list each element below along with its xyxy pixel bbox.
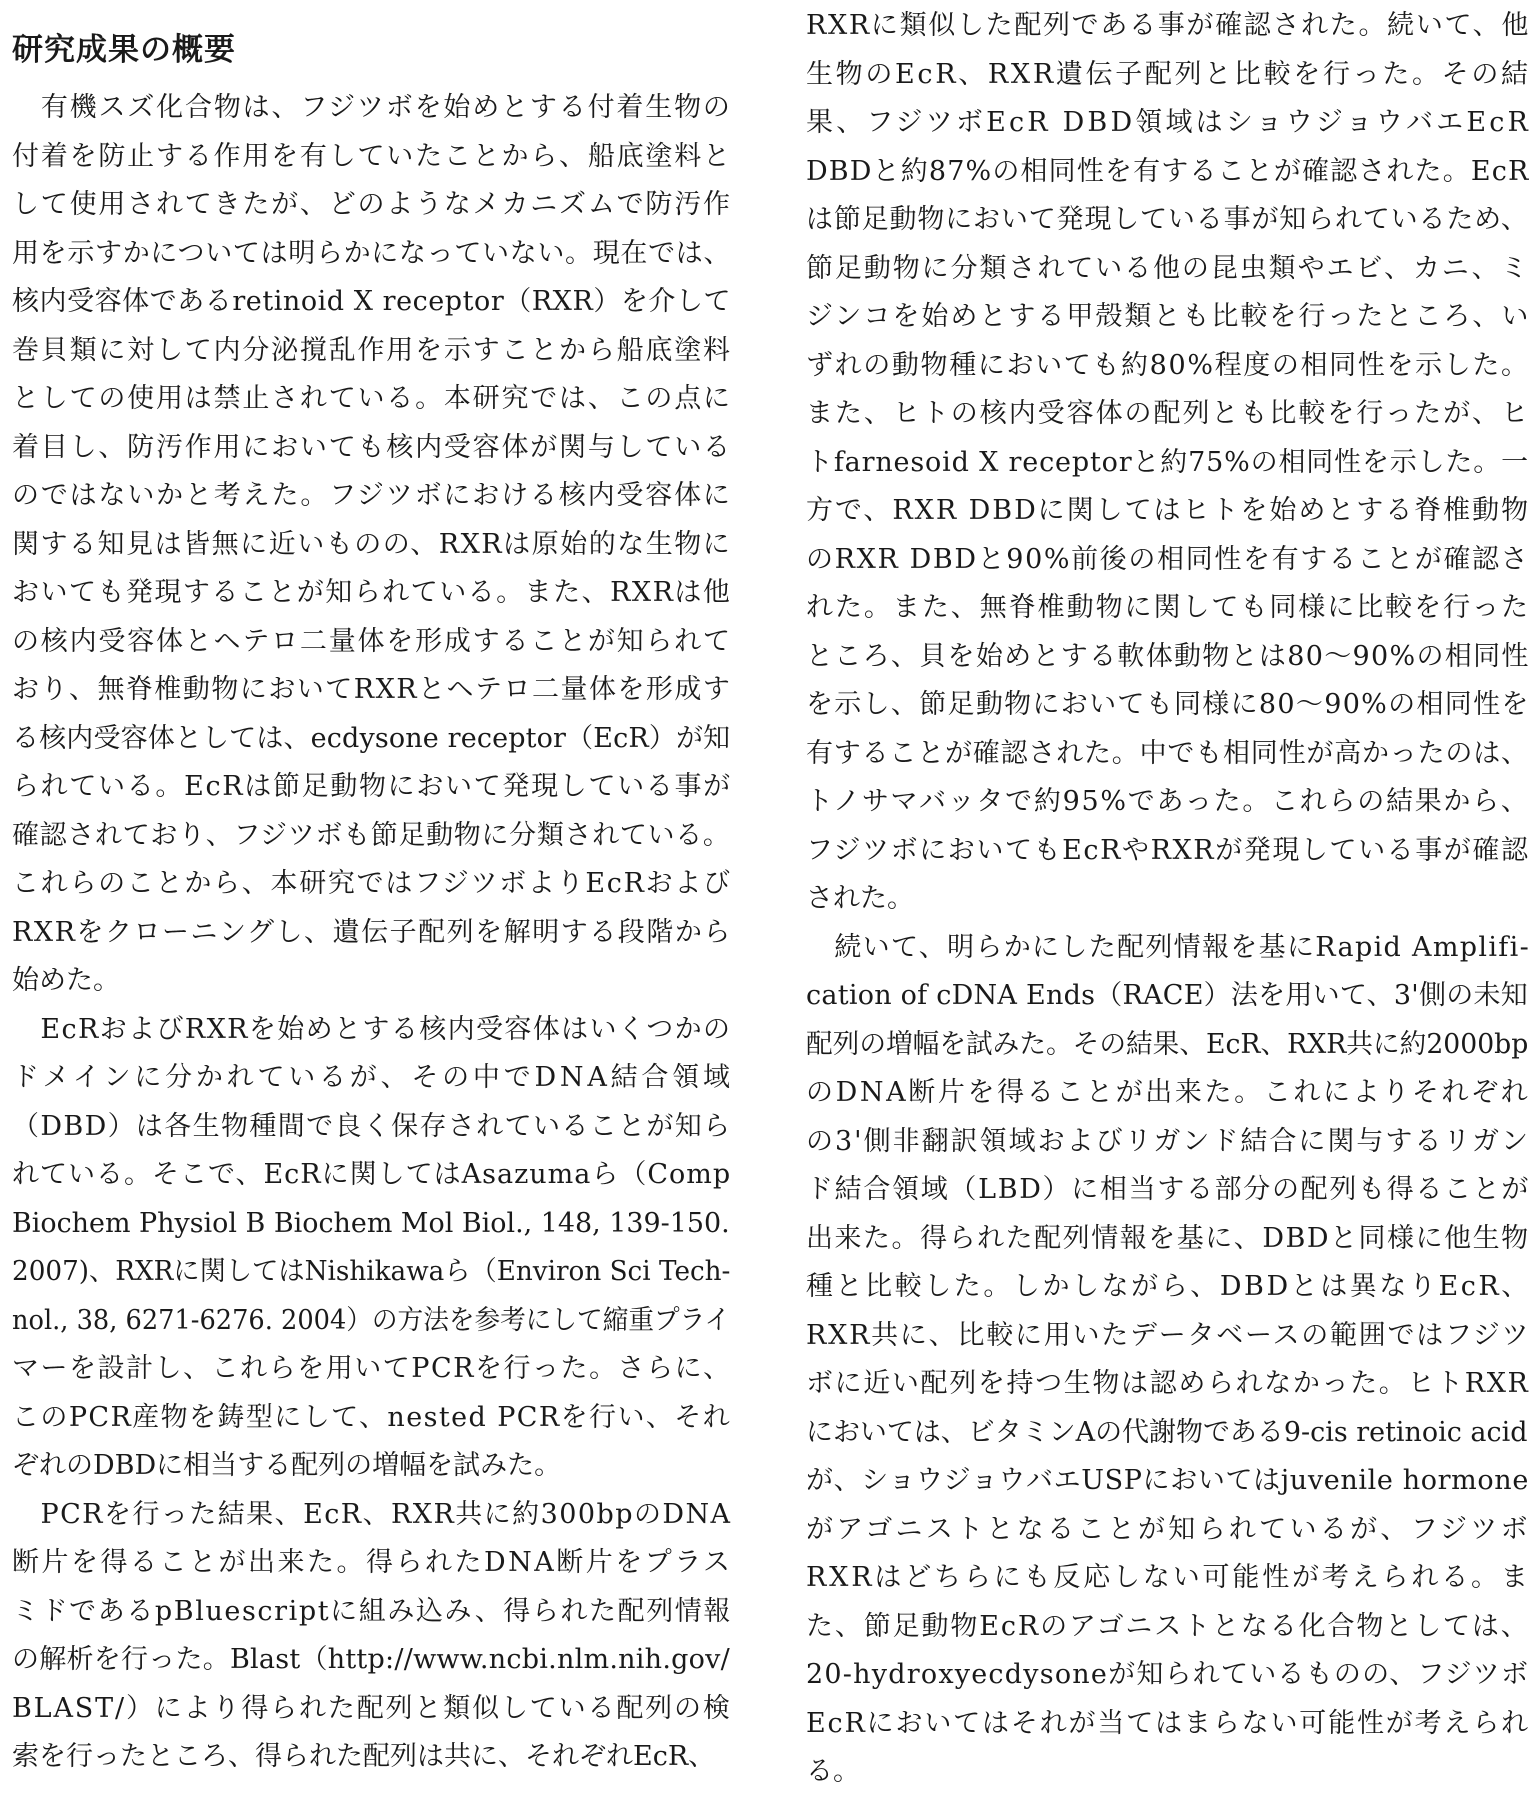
text-line: 種と比較した。しかしながら、DBDとは異なりEcR、: [806, 1271, 1531, 1302]
text-line: ジンコを始めとする甲殻類とも比較を行ったところ、い: [806, 301, 1531, 332]
text-line: トノサマバッタで約95%であった。これらの結果から、: [806, 786, 1530, 817]
text-line: 有することが確認された。中でも相同性が高かったのは、: [806, 737, 1529, 769]
text-line: としての使用は禁止されている。本研究では、この点に: [12, 383, 732, 414]
text-line: 20-hydroxyecdysoneが知られているものの、フジツボ: [806, 1659, 1530, 1690]
text-line: 節足動物に分類されている他の昆虫類やエビ、カニ、ミ: [806, 252, 1530, 284]
text-line: においては、ビタミンAの代謝物である9-cis retinoic acid: [806, 1416, 1528, 1448]
text-line: 確認されており、フジツボも節足動物に分類されている。: [12, 819, 731, 851]
text-line: フジツボにおいてもEcRやRXRが発現している事が確認: [806, 834, 1530, 866]
text-line: BLAST/）により得られた配列と類似している配列の検: [12, 1692, 732, 1724]
text-line: Biochem Physiol B Biochem Mol Biol., 148, 139-150.: [12, 1207, 730, 1239]
text-line: 配列の増幅を試みた。その結果、EcR、RXR共に約2000bp: [806, 1028, 1529, 1060]
text-line: ド結合領域（LBD）に相当する部分の配列も得ることが: [806, 1174, 1531, 1205]
text-line: のDNA断片を得ることが出来た。これによりそれぞれ: [806, 1077, 1531, 1108]
text-line: れている。そこで、EcRに関してはAsazumaら（Comp: [12, 1159, 732, 1190]
text-line: る。: [806, 1756, 860, 1787]
text-line: 核内受容体であるretinoid X receptor（RXR）を介して: [12, 286, 732, 317]
text-line: EcRおよびRXRを始めとする核内受容体はいくつかの: [12, 1013, 732, 1045]
text-line: 始めた。: [12, 965, 120, 996]
text-line: ボに近い配列を持つ生物は認められなかった。ヒトRXR: [806, 1368, 1530, 1399]
text-line: がアゴニストとなることが知られているが、フジツボ: [806, 1513, 1531, 1545]
text-line: このPCR産物を鋳型にして、nested PCRを行い、それ: [12, 1401, 732, 1433]
text-line: 果、フジツボEcR DBD領域はショウジョウバエEcR: [806, 107, 1532, 138]
text-line: る核内受容体としては、ecdysone receptor（EcR）が知: [12, 722, 731, 754]
text-line: RXRをクローニングし、遺伝子配列を解明する段階から: [12, 916, 732, 948]
text-line: ミドであるpBluescriptに組み込み、得られた配列情報: [12, 1595, 732, 1627]
text-line: PCRを行った結果、EcR、RXR共に約300bpのDNA: [12, 1498, 732, 1530]
text-line: 出来た。得られた配列情報を基に、DBDと同様に他生物: [806, 1222, 1530, 1254]
text-line: の核内受容体とヘテロ二量体を形成することが知られて: [12, 625, 732, 657]
text-line: ずれの動物種においても約80%程度の相同性を示した。: [806, 349, 1530, 381]
text-line: 関する知見は皆無に近いものの、RXRは原始的な生物に: [12, 528, 732, 560]
text-line: ところ、貝を始めとする軟体動物とは80～90%の相同性: [806, 640, 1530, 672]
text-line: RXR共に、比較に用いたデータベースの範囲ではフジツ: [806, 1319, 1531, 1351]
text-line: cation of cDNA Ends（RACE）法を用いて、3'側の未知: [806, 980, 1528, 1011]
text-line: の解析を行った。Blast（http://www.ncbi.nlm.nih.gov/: [12, 1644, 731, 1675]
text-line: 続いて、明らかにした配列情報を基にRapid Amplifi-: [806, 931, 1531, 963]
text-line: 付着を防止する作用を有していたことから、船底塗料と: [12, 140, 732, 172]
text-line: RXRはどちらにも反応しない可能性が考えられる。ま: [806, 1562, 1531, 1593]
text-line: れた。また、無脊椎動物に関しても同様に比較を行った: [806, 592, 1530, 623]
text-line: トfarnesoid X receptorと約75%の相同性を示した。一: [806, 446, 1529, 478]
text-line: は節足動物において発現している事が知られているため、: [806, 204, 1529, 235]
text-line: が、ショウジョウバエUSPにおいてはjuvenile hormone: [806, 1465, 1529, 1496]
text-line: RXRに類似した配列である事が確認された。続いて、他: [806, 10, 1531, 41]
text-line: られている。EcRは節足動物において発現している事が: [12, 771, 732, 802]
text-line: おいても発現することが知られている。また、RXRは他: [12, 577, 732, 608]
text-line: 用を示すかについては明らかになっていない。現在では、: [12, 237, 732, 269]
text-line: た、節足動物EcRのアゴニストとなる化合物としては、: [806, 1610, 1530, 1642]
text-line: マーを設計し、これらを用いてPCRを行った。さらに、: [12, 1353, 732, 1384]
text-line: また、ヒトの核内受容体の配列とも比較を行ったが、ヒ: [806, 398, 1530, 429]
text-line: 断片を得ることが出来た。得られたDNA断片をプラス: [12, 1547, 733, 1578]
text-line: 生物のEcR、RXR遺伝子配列と比較を行った。その結: [806, 58, 1531, 90]
text-line: これらのことから、本研究ではフジツボよりEcRおよび: [12, 868, 732, 899]
text-line: のRXR DBDと90%前後の相同性を有することが確認さ: [806, 543, 1530, 575]
text-line: （DBD）は各生物種間で良く保存されていることが知ら: [12, 1110, 732, 1142]
text-line: ぞれのDBDに相当する配列の増幅を試みた。: [12, 1450, 562, 1481]
text-line: nol., 38, 6271-6276. 2004）の方法を参考にして縮重プライ: [12, 1304, 731, 1336]
text-line: 着目し、防汚作用においても核内受容体が関与している: [12, 431, 732, 463]
text-line: 巻貝類に対して内分泌撹乱作用を示すことから船底塗料: [12, 334, 732, 366]
text-line: 索を行ったところ、得られた配列は共に、それぞれEcR、: [12, 1741, 716, 1772]
text-line: 方で、RXR DBDに関してはヒトを始めとする脊椎動物: [806, 495, 1531, 526]
text-line: EcRにおいてはそれが当てはまらない可能性が考えられ: [806, 1707, 1530, 1739]
text-line: された。: [806, 883, 914, 914]
text-line: を示し、節足動物においても同様に80～90%の相同性を: [806, 689, 1530, 720]
section-heading: 研究成果の概要: [12, 32, 236, 68]
text-line: おり、無脊椎動物においてRXRとヘテロ二量体を形成す: [12, 674, 732, 705]
text-line: DBDと約87%の相同性を有することが確認された。EcR: [806, 155, 1530, 187]
text-line: 有機スズ化合物は、フジツボを始めとする付着生物の: [12, 92, 732, 123]
text-line: ドメインに分かれているが、その中でDNA結合領域: [12, 1062, 734, 1093]
text-line: のではないかと考えた。フジツボにおける核内受容体に: [12, 480, 732, 511]
text-line: して使用されてきたが、どのようなメカニズムで防汚作: [12, 189, 732, 220]
text-line: 2007)、RXRに関してはNishikawaら（Environ Sci Tech-: [12, 1256, 731, 1287]
text-line: の3'側非翻訳領域およびリガンド結合に関与するリガン: [806, 1125, 1531, 1157]
